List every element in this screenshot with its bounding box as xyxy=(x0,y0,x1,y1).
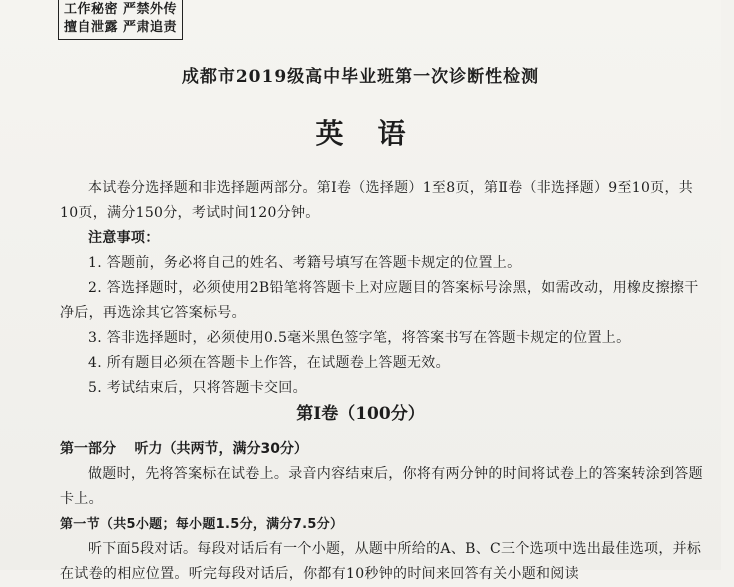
exam-title: 成都市2019级高中毕业班第一次诊断性检测 xyxy=(181,67,540,87)
note-item-5: 5. 考试结束后，只将答题卡交回。 xyxy=(88,380,307,396)
part1-instruction: 做题时，先将答案标在试卷上。录音内容结束后，你将有两分钟的时间将试卷上的答案转涂到答题卡上。 xyxy=(60,466,703,507)
section1-instruction: 听下面5段对话。每段对话后有一个小题，从题中所给的A、B、C三个选项中选出最佳选项，并标在试卷的相应位置。听完每段对话后，你都有10秒钟的时间来回答有关小题和阅读 xyxy=(60,541,702,582)
section1-heading: 第一节（共5小题；每小题1.5分，满分7.5分） xyxy=(60,517,344,532)
intro-paragraph: 本试卷分选择题和非选择题两部分。第Ⅰ卷（选择题）1至8页，第Ⅱ卷（非选择题）9至10页，共10页，满分150分，考试时间120分钟。 xyxy=(60,180,694,221)
note-item-2: 2. 答选择题时，必须使用2B铅笔将答题卡上对应题目的答案标号涂黑，如需改动，用橡皮擦擦干净后，再选涂其它答案标号。 xyxy=(60,280,699,321)
part1-heading xyxy=(60,438,308,458)
subject-title: 英语 xyxy=(315,117,440,150)
note-item-1: 1. 答题前，务必将自己的姓名、考籍号填写在答题卡规定的位置上。 xyxy=(88,255,522,271)
note-item-4: 4. 所有题目必须在答题卡上作答，在试题卷上答题无效。 xyxy=(88,355,450,371)
notes-heading: 注意事项： xyxy=(88,230,160,246)
note-item-3: 3. 答非选择题时，必须使用0.5毫米黑色签字笔，将答案书写在答题卡规定的位置上。 xyxy=(88,330,631,346)
part1-name: 听力（共两节，满分30分） xyxy=(134,441,308,457)
part1-label: 第一部分 xyxy=(60,441,116,457)
stamp-line-2: 擅自泄露 严肃追责 xyxy=(64,20,178,35)
volume-title: 第Ⅰ卷（100分） xyxy=(296,404,425,424)
stamp-line-1: 工作秘密 严禁外传 xyxy=(64,2,178,17)
confidential-stamp xyxy=(58,0,183,40)
